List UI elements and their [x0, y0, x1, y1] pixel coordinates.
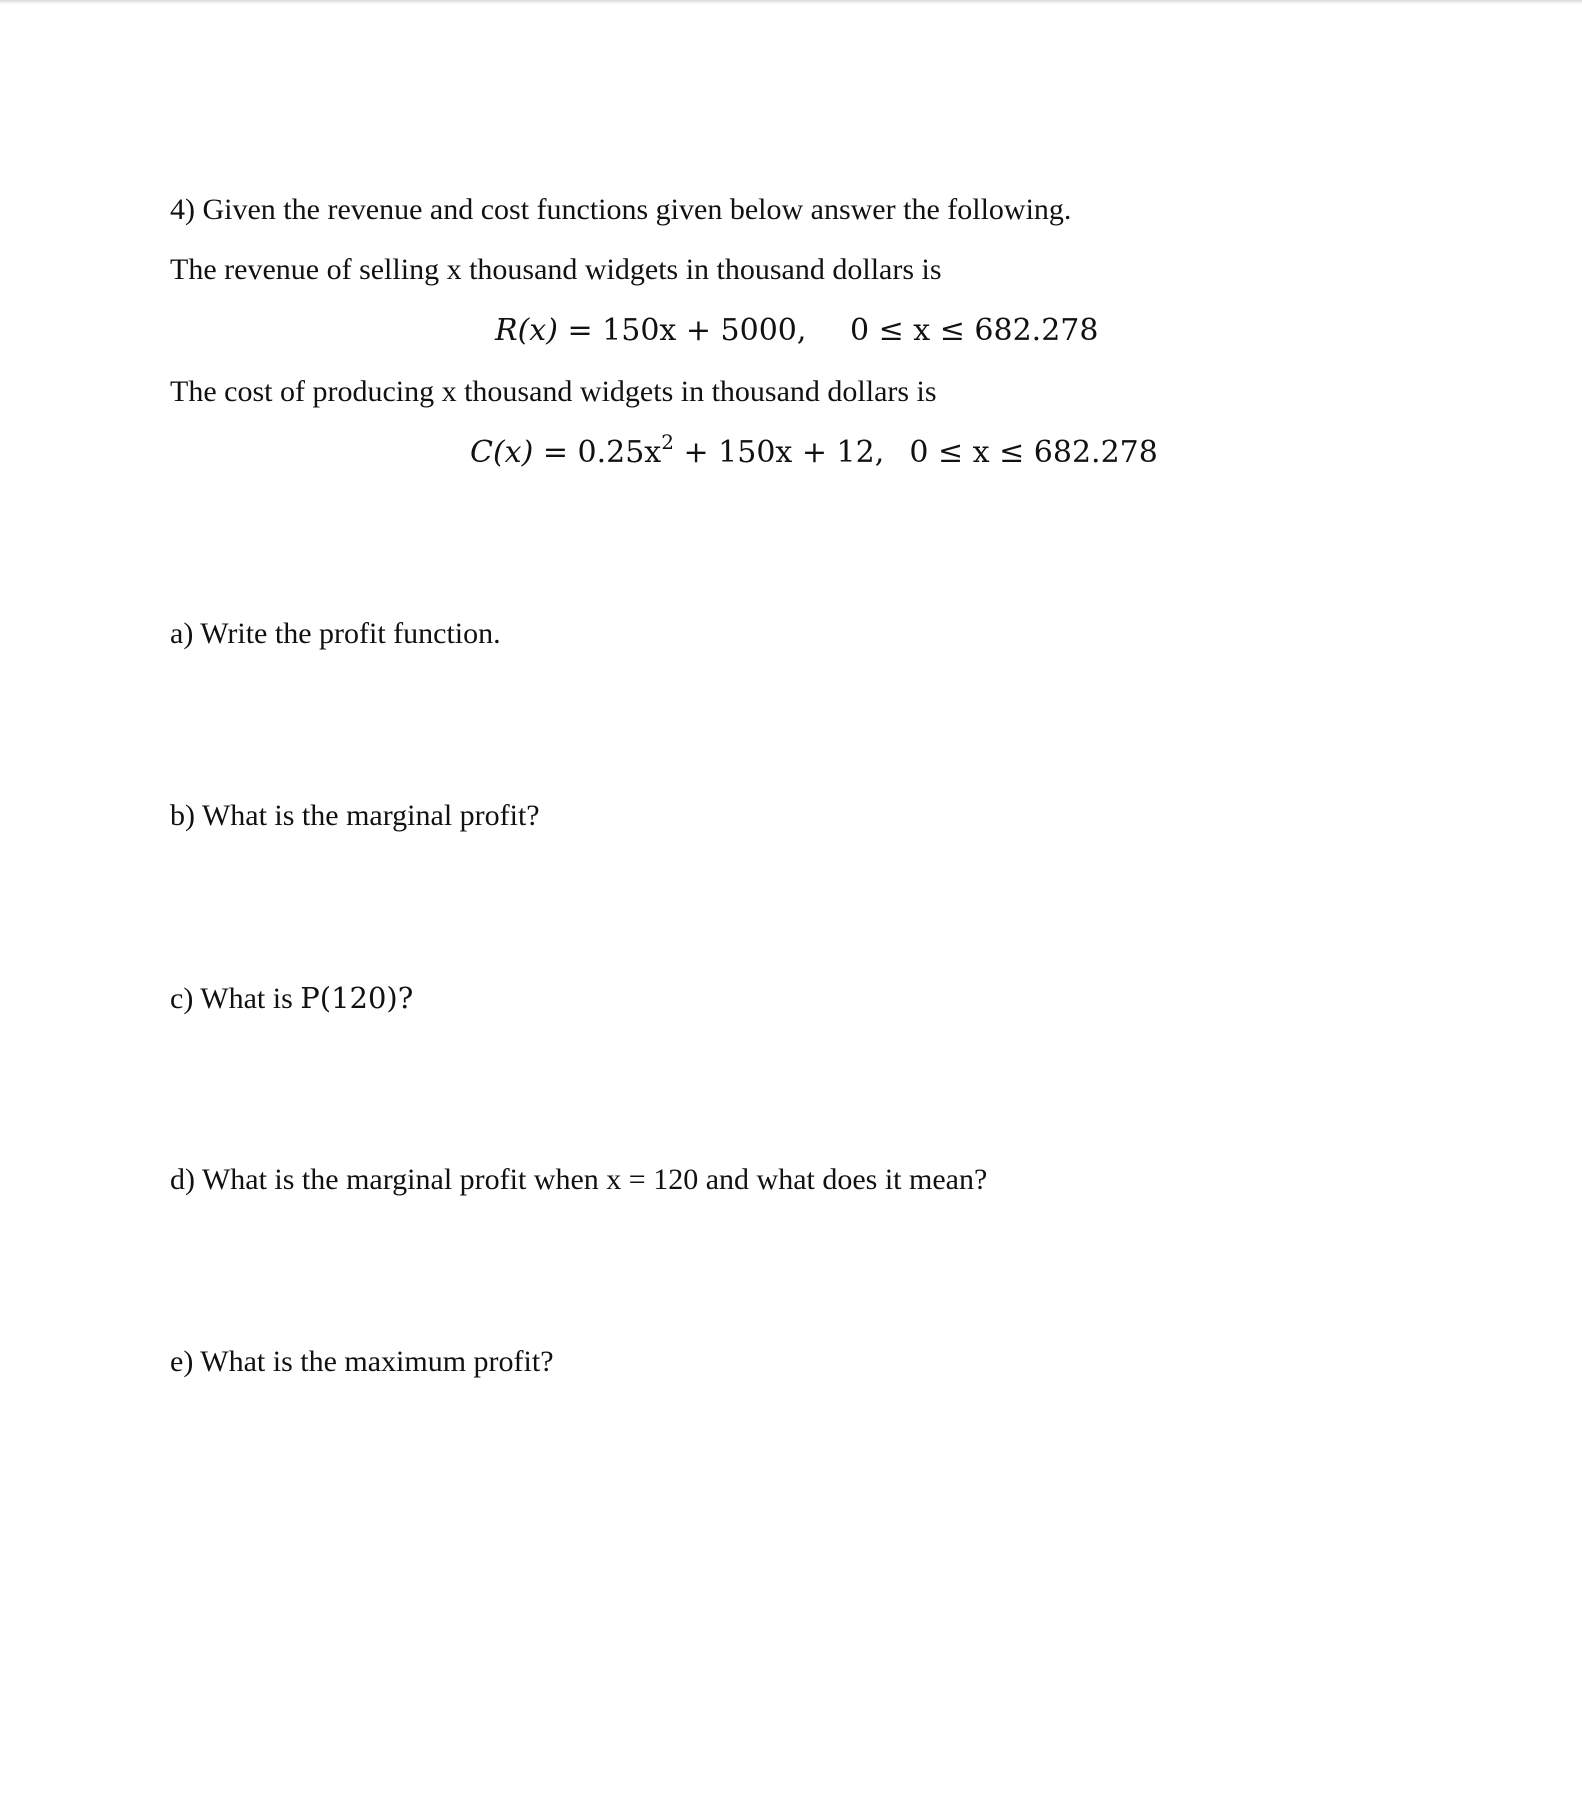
question-c-text: c) What is — [170, 982, 301, 1015]
page-top-shadow — [0, 0, 1582, 4]
revenue-domain: 0 ≤ x ≤ 682.278 — [850, 313, 1099, 348]
question-a: a) Write the profit function. — [170, 617, 501, 650]
cost-description: The cost of producing x thousand widgets in thousand dollars is — [170, 375, 937, 408]
revenue-description: The revenue of selling x thousand widgets in thousand dollars is — [170, 253, 942, 286]
question-e: e) What is the maximum profit? — [170, 1345, 554, 1378]
problem-intro: 4) Given the revenue and cost functions given below answer the following. — [170, 193, 1072, 226]
question-b: b) What is the marginal profit? — [170, 799, 540, 832]
cost-lhs: C(x) — [470, 435, 534, 470]
cost-exponent: 2 — [661, 430, 674, 454]
cost-rhs-a: = 0.25x — [542, 435, 662, 470]
cost-domain: 0 ≤ x ≤ 682.278 — [909, 435, 1158, 470]
question-c-math: P(120)? — [300, 981, 414, 1015]
question-d: d) What is the marginal profit when x = 120 and what does it mean? — [170, 1163, 988, 1196]
revenue-lhs: R(x) — [495, 313, 558, 348]
cost-equation — [470, 430, 1158, 471]
revenue-rhs: = 150x + 5000, — [567, 313, 807, 348]
question-c — [170, 980, 413, 1017]
cost-rhs-b: + 150x + 12, — [673, 435, 885, 470]
revenue-equation — [495, 313, 806, 349]
